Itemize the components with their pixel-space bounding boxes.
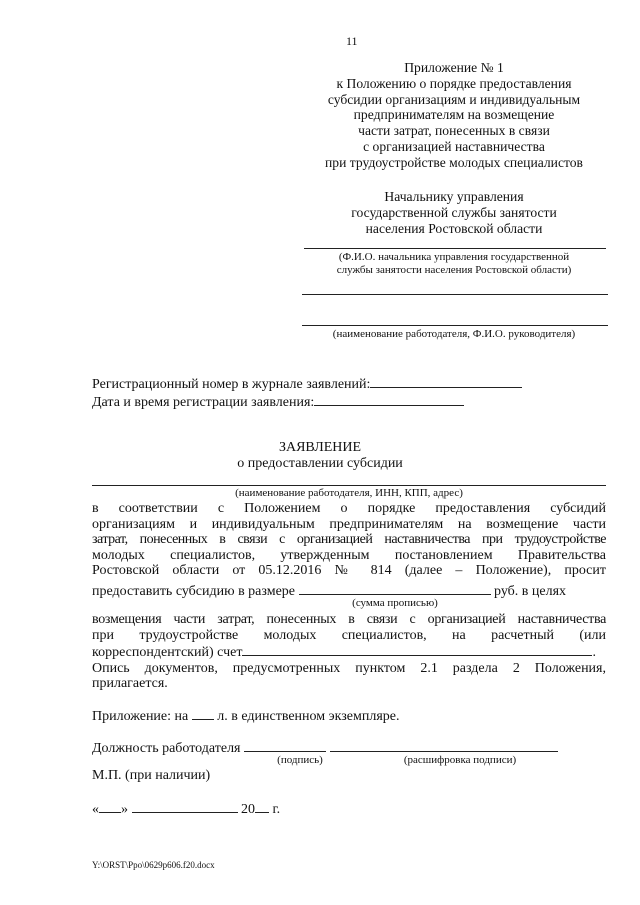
title-sub: о предоставлении субсидии	[237, 456, 403, 471]
attachment-prefix: Приложение: на	[92, 709, 189, 724]
amount-prefix: предоставить субсидию в размере	[92, 584, 296, 599]
attachment-suffix: л. в единственном экземпляре.	[217, 709, 400, 724]
caption-line: (Ф.И.О. начальника управления государственной	[338, 251, 570, 263]
amount-caption: (сумма прописью)	[352, 597, 438, 609]
signature-decoding-field[interactable]	[330, 739, 558, 752]
account-row	[92, 643, 606, 661]
paragraph-line: затрат, понесенных в связи с организацией наставничества при трудоустройстве	[92, 532, 606, 547]
paragraph-line: Ростовской области от 05.12.2016 № 814 (далее – Положение), просит	[92, 563, 606, 578]
inventory-line-2: прилагается.	[92, 676, 168, 691]
signature-field[interactable]	[244, 739, 326, 752]
employer-line-1[interactable]	[302, 294, 608, 295]
attachment-row	[92, 707, 606, 725]
paragraph-line: в соответствии с Положением о порядке предоставления субсидий	[92, 501, 606, 516]
caption-line: службы занятости населения Ростовской области)	[336, 264, 572, 276]
addressee-line: населения Ростовской области	[365, 220, 543, 236]
date-row	[92, 800, 606, 818]
account-field[interactable]	[242, 643, 592, 656]
body-employer-line[interactable]	[92, 485, 606, 486]
registration-number-row	[92, 375, 522, 393]
registration-number-label: Регистрационный номер в журнале заявлений:	[92, 377, 371, 392]
appendix-header	[300, 60, 608, 171]
date-year-field[interactable]	[255, 800, 269, 813]
amount-field[interactable]	[299, 582, 491, 595]
header-line: к Положению о порядке предоставления	[336, 75, 572, 91]
account-end: .	[592, 645, 596, 660]
body-employer-caption: (наименование работодателя, ИНН, КПП, адрес)	[235, 487, 463, 499]
inventory-line: Опись документов, предусмотренных пунктом 2.1 раздела 2 Положения,	[92, 660, 606, 676]
position-label: Должность работодателя	[92, 741, 241, 756]
paragraph-1	[92, 501, 606, 579]
title-main: ЗАЯВЛЕНИЕ	[278, 440, 362, 455]
date-close-quote: »	[121, 802, 128, 817]
paragraph-line: возмещения части затрат, понесенных в связи с организацией наставничества	[92, 612, 606, 627]
paragraph-line: молодых специалистов, утвержденным постановлением Правительства	[92, 547, 606, 563]
addressee-line: государственной службы занятости	[351, 204, 557, 220]
header-line: Приложение № 1	[404, 60, 504, 75]
addressee-block	[300, 189, 608, 236]
registration-datetime-row	[92, 393, 522, 411]
amount-suffix: руб. в целях	[494, 584, 567, 599]
employer-line-2[interactable]	[302, 325, 608, 326]
addressee-line: Начальнику управления	[384, 189, 524, 204]
date-year-prefix: 20	[241, 802, 255, 817]
header-line: субсидии организациям и индивидуальным	[327, 91, 581, 107]
page-number: 11	[346, 34, 358, 48]
signature-caption: (подпись)	[277, 754, 323, 766]
header-line: части затрат, понесенных в связи	[358, 123, 550, 139]
file-path-footer: Y:\ORST\Ppo\0629p606.f20.docx	[92, 860, 215, 870]
seal-note: М.П. (при наличии)	[92, 768, 211, 783]
employer-caption: (наименование работодателя, Ф.И.О. руководителя)	[332, 328, 576, 340]
head-name-line[interactable]	[304, 248, 606, 249]
decoding-caption: (расшифровка подписи)	[403, 754, 517, 766]
account-label: корреспондентский) счет	[92, 645, 243, 660]
date-suffix: г.	[272, 802, 281, 817]
document-title	[0, 440, 640, 472]
header-line: предпринимателям на возмещение	[353, 107, 555, 123]
registration-datetime-field[interactable]	[314, 393, 464, 406]
date-month-field[interactable]	[132, 800, 238, 813]
attachment-pages-field[interactable]	[192, 707, 214, 720]
header-line: при трудоустройстве молодых специалистов	[325, 154, 583, 170]
paragraph-2	[92, 612, 606, 692]
registration-block	[92, 375, 522, 411]
date-open-quote: «	[92, 802, 99, 817]
header-line: с организацией наставничества	[363, 138, 545, 154]
date-day-field[interactable]	[99, 800, 121, 813]
registration-number-field[interactable]	[370, 375, 522, 388]
paragraph-line: при трудоустройстве молодых специалистов, на расчетный (или	[92, 627, 606, 643]
registration-datetime-label: Дата и время регистрации заявления:	[92, 395, 315, 410]
paragraph-line: организациям и индивидуальным предпринимателям на возмещение части	[92, 516, 606, 532]
head-name-caption	[300, 251, 608, 277]
